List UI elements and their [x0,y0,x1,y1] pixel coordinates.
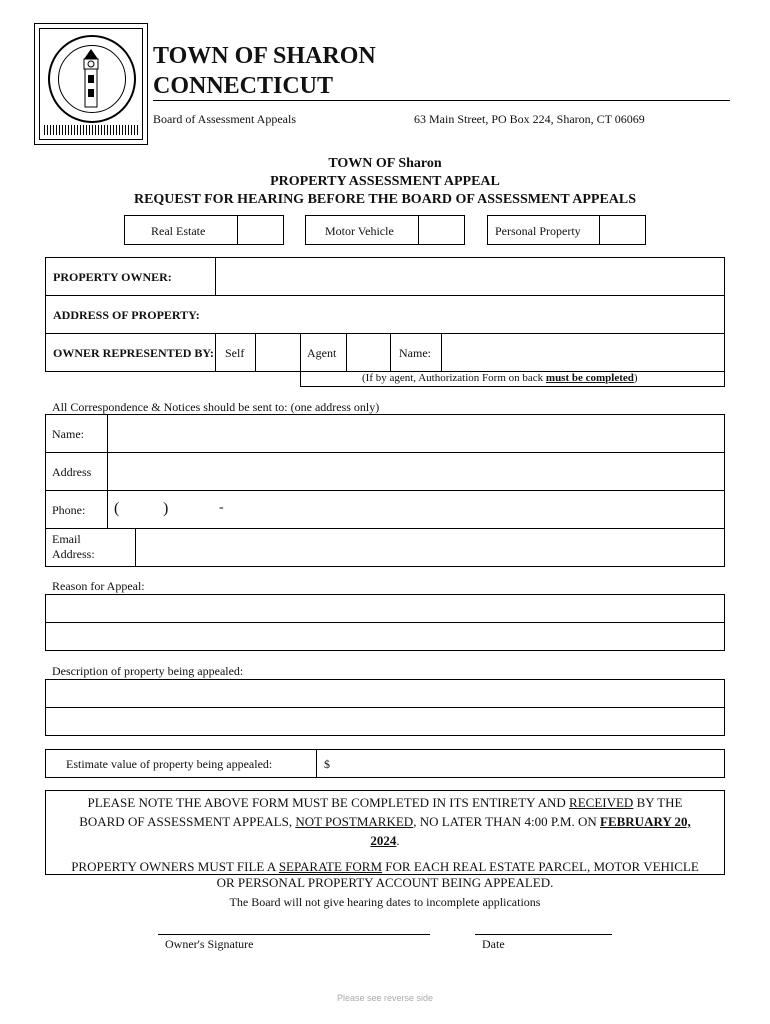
real-estate-checkbox[interactable] [237,215,284,245]
type-motor-vehicle-label [305,215,419,245]
motor-vehicle-checkbox[interactable] [418,215,465,245]
notice-text: . [396,833,400,848]
reason-field-line-2[interactable] [45,622,725,651]
personal-property-checkbox[interactable] [599,215,646,245]
date-line[interactable] [475,934,612,935]
type-personal-property-label [487,215,600,245]
personal-property-label: Personal Property [495,224,581,238]
header-rule [153,100,730,101]
property-owner-label: PROPERTY OWNER: [53,270,172,284]
owner-signature-label: Owner's Signature [165,937,254,951]
incomplete-note: The Board will not give hearing dates to incomplete applications [229,895,541,909]
seal-frame [39,28,143,140]
corr-name-field[interactable] [107,414,725,453]
notice-box [45,790,725,875]
agent-label: Agent [307,346,337,360]
title-line-2: CONNECTICUT [153,73,334,99]
motor-vehicle-label: Motor Vehicle [325,224,394,238]
corr-address-label: Address [52,465,92,479]
corr-phone-label-cell [45,490,108,529]
correspondence-intro: All Correspondence & Notices should be sent to: (one address only) [52,400,380,414]
notice-text: , NO LATER THAN 4:00 P.M. ON [413,814,601,829]
phone-dash: - [219,500,224,515]
agent-note-emphasis: must be completed [545,372,634,384]
corr-email-label-cell [45,528,136,567]
phone-close-paren: ) [163,500,169,517]
notice-line-3 [46,831,724,850]
notice-deadline-date: FEBRUARY 20, [600,814,691,829]
self-checkbox[interactable] [255,333,301,372]
email-label-line-1: Email [52,532,81,546]
property-owner-field[interactable] [215,257,725,296]
estimate-value-field[interactable] [316,749,725,778]
notice-text: FOR EACH REAL ESTATE PARCEL, MOTOR VEHICLE [382,859,699,874]
board-name: Board of Assessment Appeals [153,112,296,126]
represented-by-label-cell [45,333,216,372]
date-label: Date [482,937,505,951]
type-real-estate-label [124,215,238,245]
self-label-cell [215,333,256,372]
agent-note [362,372,638,384]
corr-name-label: Name: [52,427,84,441]
notice-text: PLEASE NOTE THE ABOVE FORM MUST BE COMPLETED IN ITS ENTIRETY AND [87,795,570,810]
description-field-line-2[interactable] [45,707,725,736]
notice-line-1 [46,793,724,812]
notice-received: RECEIVED [569,795,634,810]
agent-note-cell [300,371,725,387]
agent-name-label-cell [390,333,442,372]
phone-open-paren: ( [114,500,120,517]
clock-tower-icon [78,49,104,109]
title-line-1: TOWN OF SHARON [153,43,376,69]
corr-address-field[interactable] [107,452,725,491]
notice-line-5: OR PERSONAL PROPERTY ACCOUNT BEING APPEALED. [216,875,554,890]
self-label: Self [225,346,245,360]
town-title [153,41,376,101]
agent-name-label: Name: [399,346,431,360]
reason-label: Reason for Appeal: [52,579,145,593]
corr-address-label-cell [45,452,108,491]
town-address: 63 Main Street, PO Box 224, Sharon, CT 06069 [414,112,645,126]
corr-phone-label: Phone: [52,503,86,517]
real-estate-label: Real Estate [151,224,206,238]
description-field-line-1[interactable] [45,679,725,708]
seal-stripe [44,125,138,135]
heading-line-3: REQUEST FOR HEARING BEFORE THE BOARD OF ASSESSMENT APPEALS [133,192,637,207]
agent-label-cell [300,333,347,372]
reason-field-line-1[interactable] [45,594,725,623]
description-label: Description of property being appealed: [52,664,244,678]
address-of-property-label: ADDRESS OF PROPERTY: [53,308,200,322]
owner-signature-line[interactable] [158,934,430,935]
estimate-label: Estimate value of property being appealed: [66,757,273,771]
notice-line-4 [46,857,724,876]
notice-line-2 [46,812,724,831]
notice-separate-form: SEPARATE FORM [278,859,383,874]
agent-checkbox[interactable] [346,333,391,372]
town-seal [34,23,148,145]
estimate-label-cell [45,749,317,778]
reverse-side-note: Please see reverse side [336,993,434,1003]
currency-symbol: $ [324,757,330,771]
agent-name-field[interactable] [441,333,725,372]
heading-line-2: PROPERTY ASSESSMENT APPEAL [270,174,500,189]
corr-email-field[interactable] [135,528,725,567]
notice-text: PROPERTY OWNERS MUST FILE A [71,859,279,874]
notice-not-postmarked: NOT POSTMARKED [295,814,414,829]
email-label-line-2: Address: [52,547,95,561]
notice-text: BY THE [633,795,683,810]
address-of-property-field[interactable] [215,296,724,333]
agent-note-prefix: (If by agent, Authorization Form on back [362,372,546,384]
notice-deadline-year: 2024 [370,833,397,848]
corr-name-label-cell [45,414,108,453]
property-owner-label-cell [45,257,216,296]
notice-text: BOARD OF ASSESSMENT APPEALS, [79,814,296,829]
agent-note-suffix: ) [633,372,638,384]
corr-phone-field[interactable] [107,490,725,529]
corr-email-label [52,532,95,562]
represented-by-label: OWNER REPRESENTED BY: [53,346,214,360]
heading-line-1: TOWN OF Sharon [328,156,442,171]
